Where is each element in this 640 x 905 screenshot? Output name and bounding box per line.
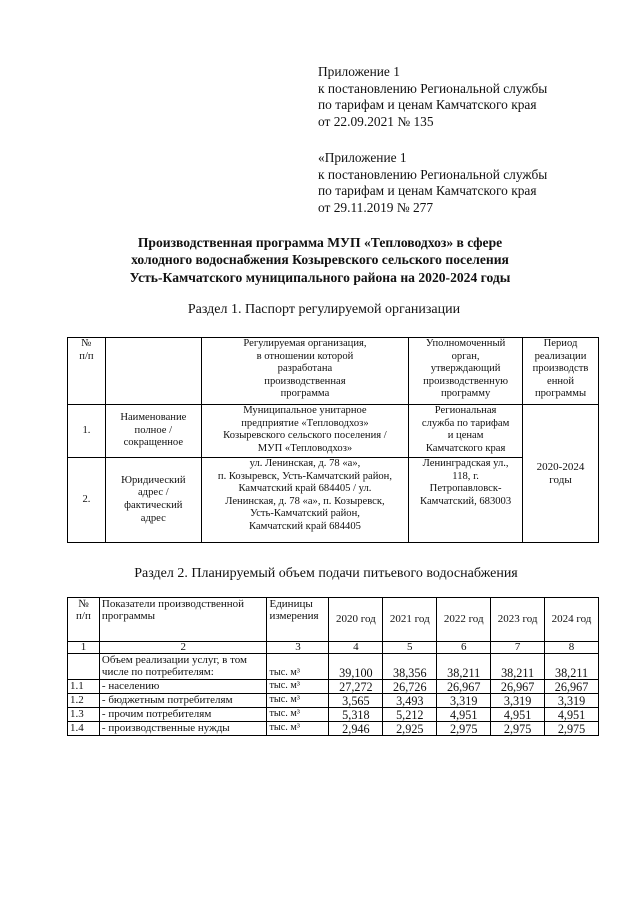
column-number-cell: 4 bbox=[329, 642, 383, 654]
value-cell: 26,967 bbox=[491, 680, 545, 694]
value-cell: 4,951 bbox=[491, 708, 545, 722]
section-1-heading: Раздел 1. Паспорт регулируемой организации bbox=[187, 302, 461, 317]
column-number-cell: 8 bbox=[545, 642, 599, 654]
appendix-1-line: от 22.09.2021 № 135 bbox=[318, 113, 434, 129]
appendix-1-line: по тарифам и ценам Камчатского края bbox=[318, 97, 537, 113]
column-number-cell: 6 bbox=[437, 642, 491, 654]
value-cell: 3,493 bbox=[383, 694, 437, 708]
document-title bbox=[60, 234, 580, 286]
appendix-2-line: «Приложение 1 bbox=[318, 150, 407, 165]
row-num-cell: 2. bbox=[68, 458, 106, 543]
row-authority-cell: Региональная служба по тарифам и ценам Камчатского края bbox=[409, 405, 523, 458]
value-cell: 2,975 bbox=[437, 722, 491, 736]
value-cell: 39,100 bbox=[329, 654, 383, 680]
column-number-cell: 2 bbox=[99, 642, 267, 654]
appendix-1-line: Приложение 1 bbox=[318, 64, 400, 79]
header-empty-cell bbox=[105, 338, 201, 405]
row-name-cell: - населению bbox=[99, 680, 267, 694]
table-row bbox=[68, 405, 599, 458]
header-num-cell: № п/п bbox=[68, 338, 106, 405]
row-unit-cell: тыс. м³ bbox=[267, 694, 329, 708]
row-name-cell: - бюджетным потребителям bbox=[99, 694, 267, 708]
header-unit-cell: Единицы измерения bbox=[267, 598, 329, 642]
period-cell: 2020-2024 годы bbox=[523, 405, 599, 543]
appendix-2-line: по тарифам и ценам Камчатского края bbox=[318, 183, 537, 199]
value-cell: 26,967 bbox=[437, 680, 491, 694]
value-cell: 3,319 bbox=[437, 694, 491, 708]
table-row bbox=[68, 722, 599, 736]
row-num-cell bbox=[68, 654, 100, 680]
value-cell: 3,319 bbox=[545, 694, 599, 708]
table-row bbox=[68, 694, 599, 708]
water-supply-volume-table bbox=[67, 597, 599, 736]
value-cell: 38,356 bbox=[383, 654, 437, 680]
column-number-cell: 5 bbox=[383, 642, 437, 654]
header-year-cell: 2020 год bbox=[329, 598, 383, 642]
value-cell: 38,211 bbox=[545, 654, 599, 680]
column-number-row bbox=[68, 642, 599, 654]
appendix-2-block bbox=[318, 150, 547, 216]
table-row bbox=[68, 654, 599, 680]
row-authority-cell: Ленинградская ул., 118, г. Петропавловск- Камчатский, 683003 bbox=[409, 458, 523, 543]
value-cell: 5,318 bbox=[329, 708, 383, 722]
value-cell: 38,211 bbox=[437, 654, 491, 680]
header-org-cell: Регулируемая организация, в отношении которой разработана производственная программа bbox=[201, 338, 408, 405]
row-name-cell: Объем реализации услуг, в том числе по потребителям: bbox=[99, 654, 267, 680]
header-year-cell: 2021 год bbox=[383, 598, 437, 642]
table-header-row bbox=[68, 338, 599, 405]
header-indicator-cell: Показатели производственной программы bbox=[99, 598, 267, 642]
row-num-cell: 1.3 bbox=[68, 708, 100, 722]
row-org-cell: Муниципальное унитарное предприятие «Тепловодхоз» Козыревского сельского поселения / МУП «Тепловодхоз» bbox=[201, 405, 408, 458]
title-line: Производственная программа МУП «Тепловодхоз» в сфере bbox=[137, 235, 503, 250]
table-row bbox=[68, 458, 599, 543]
value-cell: 4,951 bbox=[437, 708, 491, 722]
table-row bbox=[68, 680, 599, 694]
row-name-cell: Наименование полное / сокращенное bbox=[105, 405, 201, 458]
row-unit-cell: тыс. м³ bbox=[267, 654, 329, 680]
row-num-cell: 1. bbox=[68, 405, 106, 458]
column-number-cell: 7 bbox=[491, 642, 545, 654]
appendix-1-line: к постановлению Региональной службы bbox=[318, 80, 548, 96]
value-cell: 26,967 bbox=[545, 680, 599, 694]
value-cell: 26,726 bbox=[383, 680, 437, 694]
row-num-cell: 1.1 bbox=[68, 680, 100, 694]
appendix-2-line: от 29.11.2019 № 277 bbox=[318, 199, 434, 215]
value-cell: 4,951 bbox=[545, 708, 599, 722]
header-authority-cell: Уполномоченный орган, утверждающий производственную программу bbox=[409, 338, 523, 405]
value-cell: 2,975 bbox=[491, 722, 545, 736]
value-cell: 27,272 bbox=[329, 680, 383, 694]
header-year-cell: 2024 год bbox=[545, 598, 599, 642]
header-year-cell: 2022 год bbox=[437, 598, 491, 642]
organization-passport-table bbox=[67, 337, 599, 543]
table-header-row bbox=[68, 598, 599, 642]
row-unit-cell: тыс. м³ bbox=[267, 680, 329, 694]
row-name-cell: - прочим потребителям bbox=[99, 708, 267, 722]
value-cell: 5,212 bbox=[383, 708, 437, 722]
row-name-cell: - производственные нужды bbox=[99, 722, 267, 736]
row-num-cell: 1.2 bbox=[68, 694, 100, 708]
row-unit-cell: тыс. м³ bbox=[267, 708, 329, 722]
row-num-cell: 1.4 bbox=[68, 722, 100, 736]
row-unit-cell: тыс. м³ bbox=[267, 722, 329, 736]
row-name-cell: Юридический адрес / фактический адрес bbox=[105, 458, 201, 543]
value-cell: 38,211 bbox=[491, 654, 545, 680]
value-cell: 3,565 bbox=[329, 694, 383, 708]
column-number-cell: 3 bbox=[267, 642, 329, 654]
appendix-1-block bbox=[318, 64, 547, 130]
section-2-heading: Раздел 2. Планируемый объем подачи питьевого водоснабжения bbox=[134, 566, 518, 581]
header-period-cell: Период реализации производств енной программы bbox=[523, 338, 599, 405]
value-cell: 3,319 bbox=[491, 694, 545, 708]
row-org-cell: ул. Ленинская, д. 78 «а», п. Козыревск, Усть-Камчатский район, Камчатский край 684405 / ул. Ленинская, д. 78 «а», п. Козыревск, Усть-Камчатский район, Камчатский край 684405 bbox=[201, 458, 408, 543]
table-row bbox=[68, 708, 599, 722]
value-cell: 2,925 bbox=[383, 722, 437, 736]
value-cell: 2,975 bbox=[545, 722, 599, 736]
column-number-cell: 1 bbox=[68, 642, 100, 654]
header-year-cell: 2023 год bbox=[491, 598, 545, 642]
value-cell: 2,946 bbox=[329, 722, 383, 736]
title-line: Усть-Камчатского муниципального района на 2020-2024 годы bbox=[129, 269, 511, 285]
appendix-2-line: к постановлению Региональной службы bbox=[318, 166, 548, 182]
header-num-cell: № п/п bbox=[68, 598, 100, 642]
title-line: холодного водоснабжения Козыревского сельского поселения bbox=[131, 252, 509, 268]
